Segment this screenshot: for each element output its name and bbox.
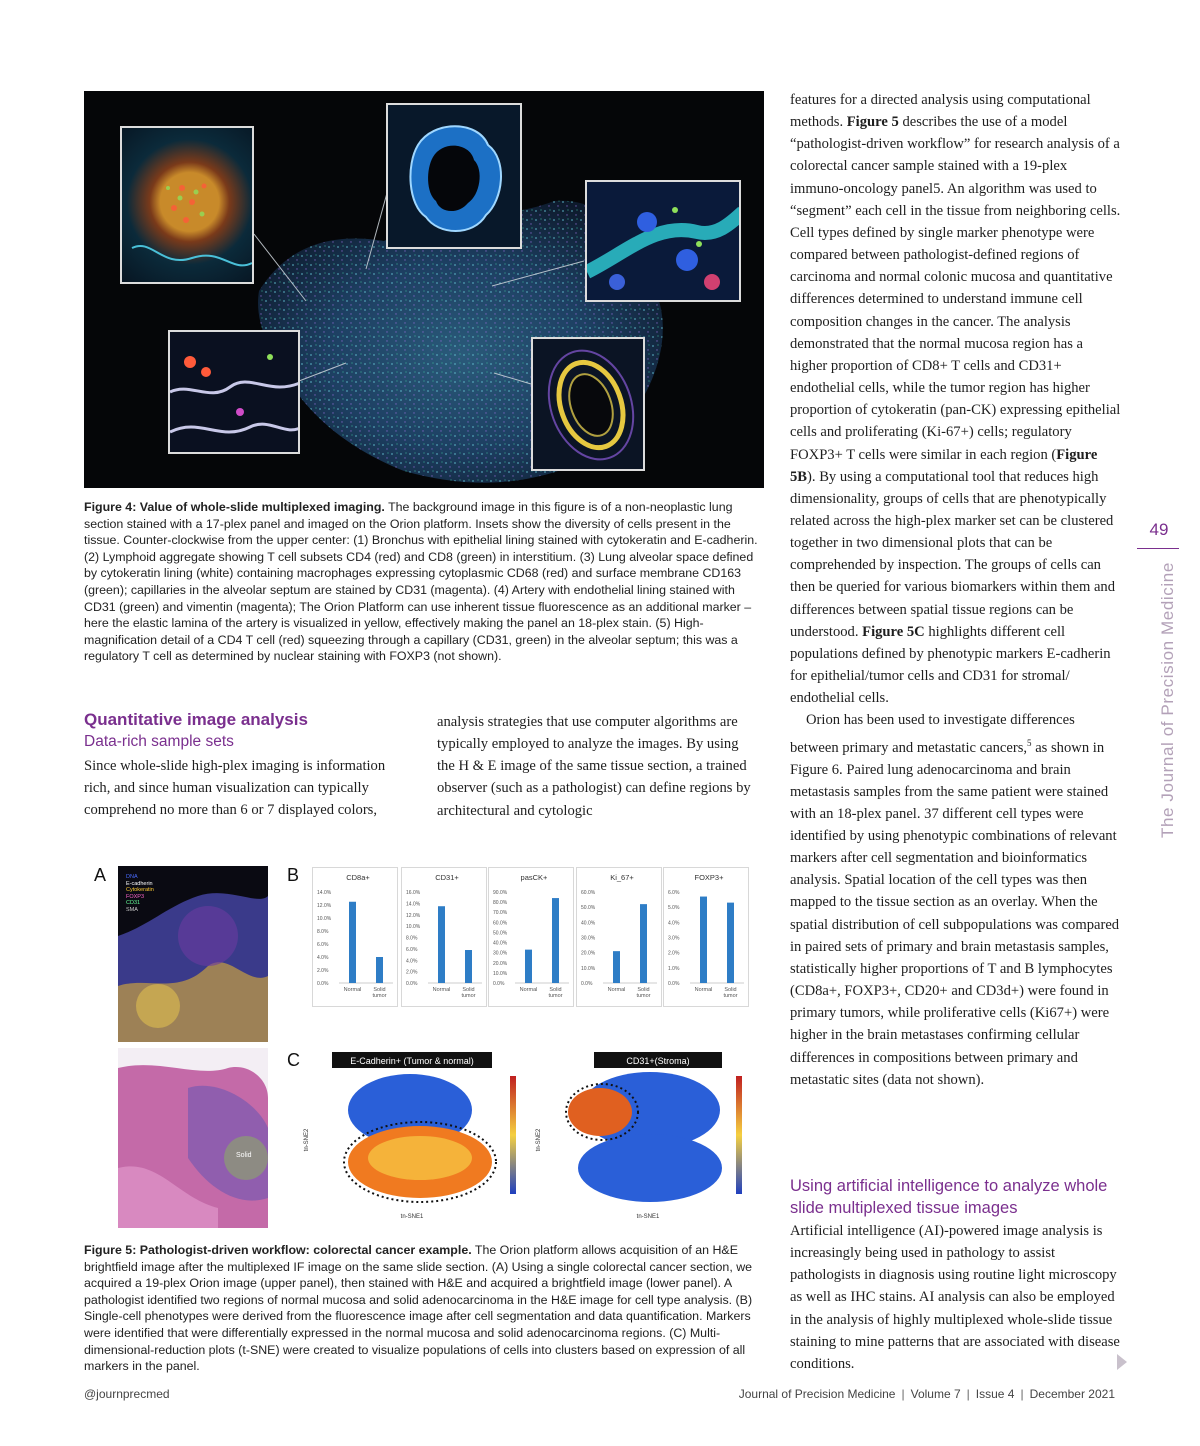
chart-title: CD31+ (435, 873, 459, 882)
figure-4-caption-text: The background image in this figure is of a non-neoplastic lung section stained with a 17-plex panel and imaged on the Orion platform. Insets show the diversity of cells present in the tissue. Counter-clockwise from the upper center: (1) Bronchus with epithelial lining stained with cytokeratin and E-cadherin. (2) Lymphoid aggregate showing T cell subsets CD4 (red) and CD8 (green) in interstitium. (3) Lung alveolar space defined by cytokeratin lining (white) containing macrophages expressing cytoplasmic CD68 (red) and surface membrane CD163 (green); capillaries in the alveolar septum are stained by CD31 (magenta). (4) Artery with endothelial lining stained with CD31 (green) and vimentin (magenta); The Orion Platform can use inherent tissue fluorescence as an additional marker – here the elastic lamina of the artery is visualized in yellow, effectively making the panel an 18-plex stain. (5) High-magnification detail of a CD4 T cell (red) squeezing through a capillary (CD31, green) in the alveolar septum; this was a regulatory T cell as determined by nuclear staining with FOXP3 (not shown). (84, 500, 758, 664)
y-tick-label: 10.0% (317, 916, 332, 922)
text-run: features for a directed analysis using computational methods. (790, 92, 1091, 131)
y-tick-label: 8.0% (317, 929, 329, 935)
figure-reference: Figure 5C (862, 623, 925, 640)
tsne-left-ylabel: tn-SNE2 (304, 1128, 310, 1152)
legend-entry: DNA (126, 874, 138, 880)
y-tick-label: 4.0% (406, 958, 418, 965)
if-legend (126, 874, 154, 913)
bar-chart-ki67-svg (577, 868, 663, 1008)
tsne-right-ylabel: tn-SNE2 (536, 1128, 542, 1152)
figure-4-caption (84, 499, 760, 665)
inset-alveolar-space (168, 330, 300, 454)
figure-5-caption (84, 1242, 764, 1375)
y-tick-label: 12.0% (317, 903, 332, 909)
y-tick-label: 1.0% (668, 965, 680, 972)
bar-chart-cd31 (401, 867, 487, 1007)
y-tick-label: 10.0% (406, 924, 421, 931)
footer-date: December 2021 (1029, 1387, 1115, 1401)
y-tick-label: 16.0% (406, 890, 421, 896)
y-tick-label: 0.0% (493, 981, 505, 987)
right-column-text (790, 89, 1122, 1091)
footer-separator: | (1020, 1387, 1024, 1401)
bar (552, 898, 559, 983)
x-tick-label: Solid (637, 987, 650, 993)
x-tick-label: tumor (723, 993, 738, 999)
y-tick-label: 5.0% (668, 905, 680, 912)
bar-chart-cd31-svg (402, 868, 488, 1008)
bar (438, 906, 445, 983)
y-tick-label: 4.0% (317, 955, 329, 961)
text-run: highlights different cell populations defined by phenotypic markers E-cadherin for epithelial/tumor cells and CD31 for stromal/ endothelial cells. (790, 623, 1111, 707)
tsne-left-xlabel: tn-SNE1 (400, 1214, 424, 1220)
y-tick-label: 30.0% (493, 950, 508, 957)
legend-entry: CD31 (126, 900, 141, 906)
y-tick-label: 14.0% (406, 901, 421, 908)
y-tick-label: 0.0% (668, 981, 680, 987)
section-subheading: Data-rich sample sets (84, 733, 234, 750)
reference-superscript: 5 (1027, 737, 1032, 748)
y-tick-label: 60.0% (493, 920, 508, 927)
y-tick-label: 2.0% (406, 969, 418, 976)
y-tick-label: 6.0% (668, 890, 680, 896)
he-image-colorectal (118, 1048, 268, 1228)
y-tick-label: 50.0% (493, 930, 508, 937)
x-tick-label: Solid (549, 987, 562, 993)
y-tick-label: 2.0% (668, 950, 680, 957)
inset-bronchus (386, 103, 522, 249)
bar (376, 957, 383, 983)
y-tick-label: 6.0% (406, 946, 418, 953)
y-tick-label: 10.0% (581, 965, 596, 972)
y-tick-label: 40.0% (493, 940, 508, 947)
panel-label-b: B (287, 865, 300, 885)
footer-volume: Volume 7 (910, 1387, 961, 1401)
x-tick-label: tumor (461, 993, 476, 999)
paragraph (790, 89, 1122, 709)
bar-chart-cd8a (312, 867, 398, 1007)
section-column-2: analysis strategies that use computer algorithms are typically employed to analyze the images. By using the H & E image of the same tissue section, a trained observer (such as a pathologist) can define regions by architectural and cytologic (437, 714, 751, 819)
paragraph (790, 709, 1122, 1091)
x-tick-label: Normal (432, 987, 451, 993)
x-tick-label: Normal (343, 987, 362, 993)
y-tick-label: 30.0% (581, 935, 596, 942)
bar (525, 950, 532, 983)
bar (640, 904, 647, 983)
bar (465, 950, 472, 983)
panel-label-c: C (287, 1050, 300, 1070)
legend-entry: SMA (126, 906, 138, 913)
chart-title: Ki_67+ (610, 873, 634, 882)
inset-capillary-detail (585, 180, 741, 302)
y-tick-label: 4.0% (668, 920, 680, 927)
figure-5-caption-text: The Orion platform allows acquisition of an H&E brightfield image after the multiplexed IF image on the same slide section. (A) Using a single colorectal cancer section, we acquired a 19-plex Orion image (upper panel), then stained with H&E and acquired a brightfield image (lower panel). A pathologist identified two regions of normal mucosa and solid adenocarcinoma in the H&E image for cell type analysis. (B) Single-cell phenotypes were derived from the fluorescence image after cell segmentation and data quantification. Markers were identified that were differentially expressed in the normal mucosa and solid adenocarcinoma regions. (C) Multi-dimensional-reduction plots (t-SNE) were created to visualize populations of cells into clusters based on expression of all markers in the panel. (84, 1243, 753, 1374)
footer-citation (739, 1387, 1115, 1401)
next-page-arrow-icon[interactable] (1117, 1354, 1127, 1370)
text-run: Orion has been used to investigate differences between primary and metastatic cancers, (790, 712, 1075, 756)
y-tick-label: 50.0% (581, 905, 596, 912)
ai-section-heading: Using artificial intelligence to analyze whole slide multiplexed tissue images (790, 1177, 1108, 1217)
bar-chart-ki67 (576, 867, 662, 1007)
bar (349, 902, 356, 983)
y-tick-label: 80.0% (493, 900, 508, 907)
page-number-rule (1137, 548, 1179, 549)
x-tick-label: tumor (636, 993, 651, 999)
journal-name-vertical: The Journal of Precision Medicine (1158, 562, 1177, 838)
text-run: as shown in Figure 6. Paired lung adenocarcinoma and brain metastasis samples from the same patient were stained with an 18-plex panel. 37 different cell types were identified by using phenotypic combinations of relevant markers after cell segmentation and bioinformatics analysis. Spatial location of the cell types was then mapped to the tissue section as an overlay. When the spatial distribution of cell subpopulations was compared in paired sets of primary and brain metastasis samples, statistically higher proportions of T and B lymphocytes (CD8a+, FOXP3+, CD20+ and CD3d+) were found in primary tumors, while proliferative cells (Ki67+) were higher in the brain metastases confirming cellular differences in compositions between primary and metastatic sites (data not shown). (790, 739, 1120, 1088)
x-tick-label: Normal (519, 987, 538, 993)
x-tick-label: Normal (694, 987, 713, 993)
if-image-colorectal (118, 866, 268, 1042)
y-tick-label: 60.0% (581, 890, 596, 896)
bar (613, 951, 620, 983)
tsne-right-title: CD31+(Stroma) (626, 1056, 690, 1066)
y-tick-label: 10.0% (493, 970, 508, 977)
bar-chart-foxp3 (663, 867, 749, 1007)
y-tick-label: 12.0% (406, 912, 421, 919)
x-tick-label: Solid (462, 987, 475, 993)
panel-label-a: A (94, 865, 107, 885)
y-tick-label: 8.0% (406, 935, 418, 942)
x-tick-label: Normal (607, 987, 626, 993)
text-run: ). By using a computational tool that reduces high dimensionality, groups of cells that are phenotypically related across the high-plex marker set can be clustered together in two dimensional plots that can be comprehended by inspection. The groups of cells can then be queried for various biomarkers within them and differences between spatial tissue regions can be understood. (790, 468, 1116, 640)
figure-reference: Figure 5 (846, 114, 899, 131)
he-region-label: Solid (236, 1152, 252, 1159)
bar-chart-cd8a-svg (313, 868, 399, 1008)
page-number: 49 (1149, 520, 1169, 539)
y-tick-label: 0.0% (406, 981, 418, 987)
y-tick-label: 14.0% (317, 890, 332, 896)
bar-chart-foxp3-svg (664, 868, 750, 1008)
x-tick-label: Solid (373, 987, 386, 993)
legend-entry: Cytokeratin (126, 887, 154, 893)
bar-chart-pasck (488, 867, 574, 1007)
chart-title: CD8a+ (346, 873, 370, 882)
y-tick-label: 3.0% (668, 935, 680, 942)
tsne-plot-cd31 (530, 1050, 755, 1226)
y-tick-label: 90.0% (493, 890, 508, 896)
footer-journal: Journal of Precision Medicine (738, 1387, 896, 1401)
footer-handle: @journprecmed (84, 1387, 170, 1401)
chart-title: pasCK+ (520, 873, 548, 882)
footer-separator: | (901, 1387, 905, 1401)
legend-entry: E-cadherin (126, 880, 153, 887)
y-tick-label: 0.0% (317, 981, 329, 987)
section-heading: Quantitative image analysis (84, 710, 308, 729)
x-tick-label: tumor (372, 993, 387, 999)
x-tick-label: Solid (724, 987, 737, 993)
text-run: describes the use of a model “pathologist-driven workflow” for research analysis of a colorectal cancer sample stained with a 19-plex immuno-oncology panel5. An algorithm was used to “segment” each cell in the tissue from neighboring cells. Cell types defined by single marker phenotype were compared between pathologist-defined regions of carcinoma and normal colonic mucosa and quantitative differences determined to understand immune cell composition changes in the cancer. The analysis demonstrated that the normal mucosa region has a higher proportion of CD8+ T cells and CD31+ endothelial cells, while the tumor region has higher proportion of cytokeratin (pan-CK) expressing epithelial cells and proliferating (Ki-67+) cells; regulatory FOXP3+ T cells were similar in each region ( (790, 114, 1121, 463)
tsne-left-title: E-Cadherin+ (Tumor & normal) (350, 1056, 474, 1066)
x-tick-label: tumor (548, 993, 563, 999)
figure-4-image (84, 91, 764, 488)
figure-reference: Figure 5B (790, 446, 1098, 485)
bar (727, 903, 734, 983)
legend-entry: FOXP3 (126, 893, 145, 900)
tsne-right-xlabel: tn-SNE1 (636, 1214, 660, 1220)
y-tick-label: 0.0% (581, 981, 593, 987)
y-tick-label: 20.0% (581, 950, 596, 957)
y-tick-label: 2.0% (317, 968, 329, 974)
y-tick-label: 20.0% (493, 960, 508, 967)
section-column-1: Since whole-slide high-plex imaging is information rich, and since human visualization can typically comprehend no more than 6 or 7 displayed colors, (84, 758, 386, 819)
ai-paragraph: Artificial intelligence (AI)-powered image analysis is increasingly being used in pathology to assist pathologists in diagnosis using routine light microscopy as well as IHC stains. AI analysis can also be employed in the analysis of highly multiplexed whole-slide tissue staining to mine patterns that are associated with disease conditions. (790, 1223, 1120, 1372)
bar (700, 897, 707, 983)
footer-issue: Issue 4 (975, 1387, 1015, 1401)
inset-artery (531, 337, 645, 471)
y-tick-label: 40.0% (581, 920, 596, 927)
inset-lymphoid-aggregate (120, 126, 254, 284)
tsne-plot-ecadherin (300, 1050, 525, 1226)
chart-title: FOXP3+ (694, 873, 724, 882)
footer-separator: | (966, 1387, 970, 1401)
bar-chart-pasck-svg (489, 868, 575, 1008)
figure-4-caption-title: Figure 4: Value of whole-slide multiplexed imaging. (84, 500, 385, 514)
y-tick-label: 70.0% (493, 910, 508, 917)
figure-5-caption-title: Figure 5: Pathologist-driven workflow: colorectal cancer example. (84, 1243, 472, 1257)
y-tick-label: 6.0% (317, 942, 329, 948)
